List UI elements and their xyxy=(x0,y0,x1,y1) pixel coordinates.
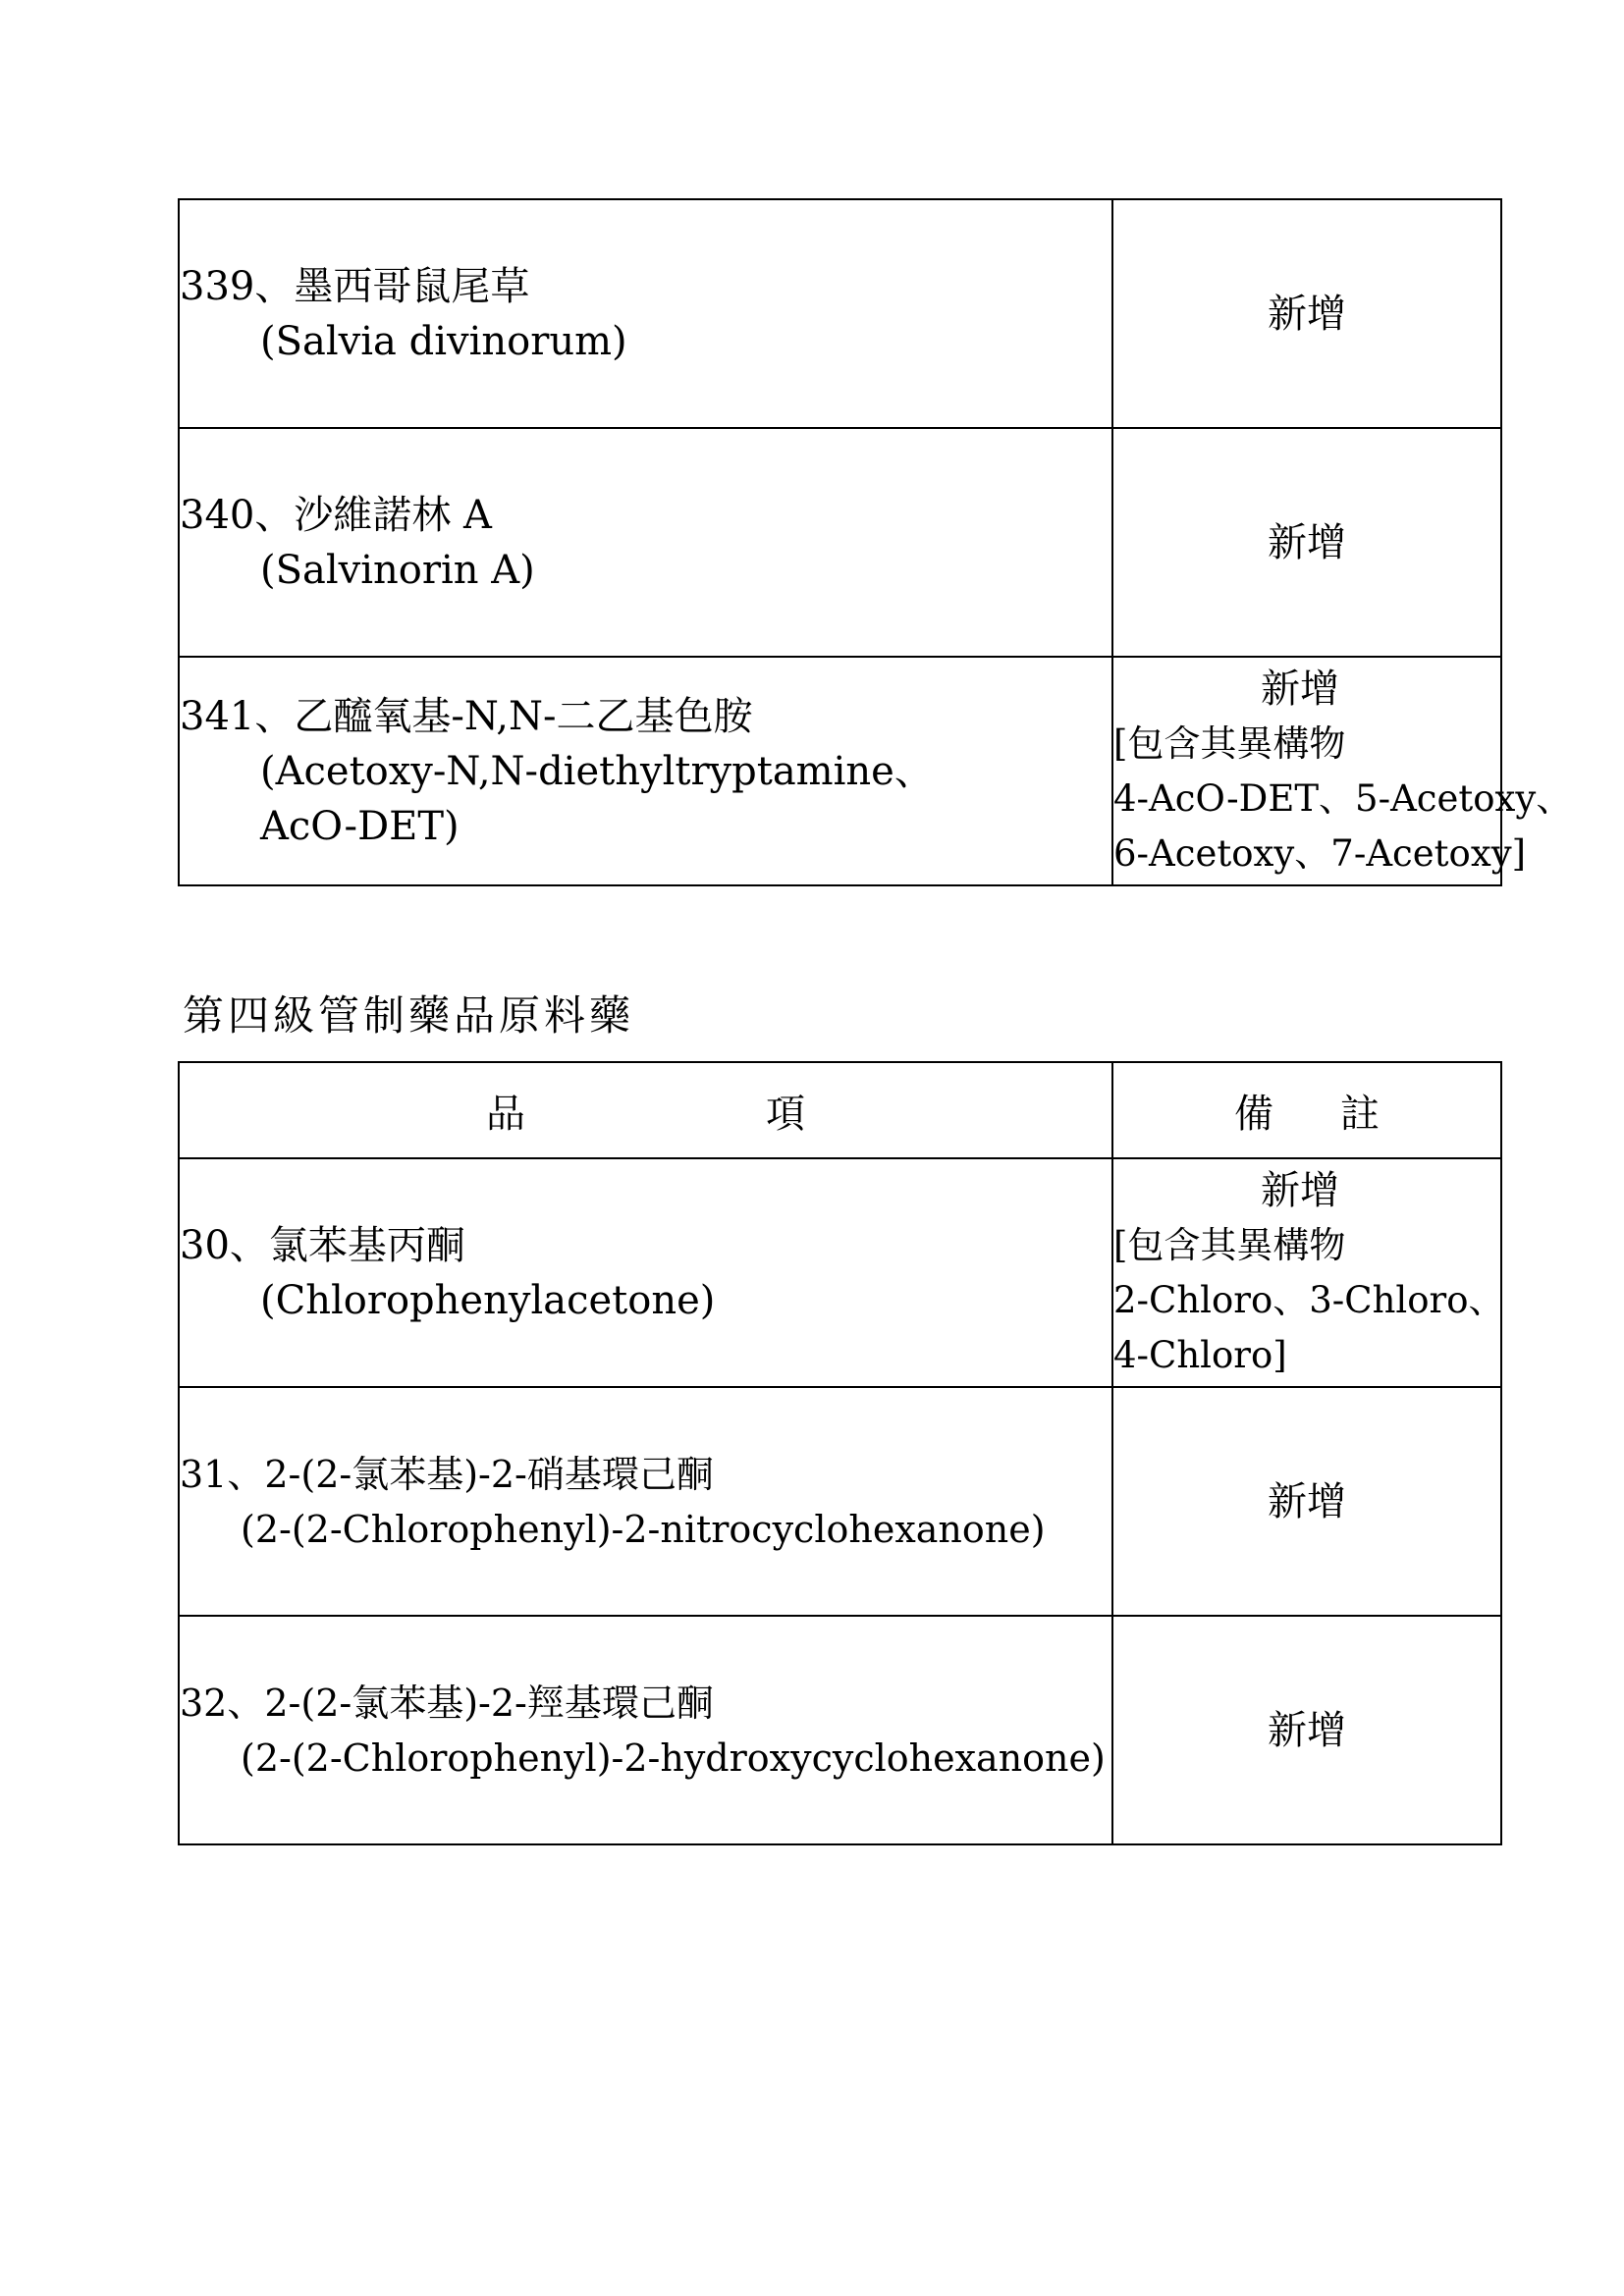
controlled-substances-table-2 xyxy=(178,1061,1505,1845)
header-note-char-2: 註 xyxy=(1340,1091,1380,1137)
column-header-item xyxy=(179,1062,1112,1158)
item-english-name: (2-(2-Chlorophenyl)-2-hydroxycyclohexanone) xyxy=(241,1735,1106,1780)
note-isomer-list: 2-Chloro、3-Chloro、 xyxy=(1113,1278,1505,1321)
item-name: 341、乙醯氧基-N,N-二乙基色胺 xyxy=(180,693,753,739)
note-cell xyxy=(1112,1387,1501,1616)
note-isomer-list: 4-AcO-DET、5-Acetoxy、 xyxy=(1113,776,1573,820)
note-isomer-list-cont: 6-Acetoxy、7-Acetoxy] xyxy=(1113,831,1527,875)
item-english-name: (Salvia divinorum) xyxy=(260,318,627,364)
table-row xyxy=(179,199,1501,428)
note-cell xyxy=(1112,428,1501,657)
table-row xyxy=(179,1616,1501,1844)
item-name: 340、沙維諾林 A xyxy=(180,492,492,538)
note-cell xyxy=(1112,1158,1505,1387)
note-text: 新增 xyxy=(1268,519,1346,565)
item-cell xyxy=(179,1616,1112,1844)
item-cell xyxy=(179,1387,1112,1616)
table-row xyxy=(179,657,1501,885)
note-cell xyxy=(1112,1616,1501,1844)
column-header-note xyxy=(1112,1062,1501,1158)
note-isomer-list-cont: 4-Chloro] xyxy=(1113,1333,1287,1376)
table-row xyxy=(179,1387,1501,1616)
note-text: 新增 xyxy=(1261,1167,1339,1213)
table-row xyxy=(179,428,1501,657)
note-text: 新增 xyxy=(1268,291,1346,337)
note-isomer-label: [包含其異構物 xyxy=(1113,1223,1346,1266)
item-english-name: (Salvinorin A) xyxy=(260,547,535,593)
header-note-char-1: 備 xyxy=(1234,1091,1273,1137)
item-name: 339、墨西哥鼠尾草 xyxy=(180,263,530,309)
table-row xyxy=(179,1158,1501,1387)
item-cell xyxy=(179,657,1112,885)
note-cell xyxy=(1112,657,1573,885)
item-english-name: (2-(2-Chlorophenyl)-2-nitrocyclohexanone) xyxy=(241,1507,1046,1551)
item-english-name: (Acetoxy-N,N-diethyltryptamine、 xyxy=(260,748,934,794)
item-english-name-cont: AcO-DET) xyxy=(260,803,460,849)
controlled-substances-table-1 xyxy=(178,198,1573,886)
note-text: 新增 xyxy=(1268,1478,1346,1524)
note-text: 新增 xyxy=(1268,1707,1346,1753)
header-item-char-2: 項 xyxy=(766,1091,805,1137)
item-name: 30、氯苯基丙酮 xyxy=(180,1222,465,1268)
note-cell xyxy=(1112,199,1501,428)
item-cell xyxy=(179,428,1112,657)
header-item-char-1: 品 xyxy=(486,1091,525,1137)
item-name: 31、2-(2-氯苯基)-2-硝基環己酮 xyxy=(180,1452,714,1496)
item-english-name: (Chlorophenylacetone) xyxy=(260,1277,716,1323)
item-cell xyxy=(179,199,1112,428)
item-cell xyxy=(179,1158,1112,1387)
section-title: 第四級管制藥品原料藥 xyxy=(183,991,635,1040)
item-name: 32、2-(2-氯苯基)-2-羥基環己酮 xyxy=(180,1681,714,1725)
note-isomer-label: [包含其異構物 xyxy=(1113,721,1346,765)
table-header-row xyxy=(179,1062,1501,1158)
note-text: 新增 xyxy=(1261,666,1339,712)
